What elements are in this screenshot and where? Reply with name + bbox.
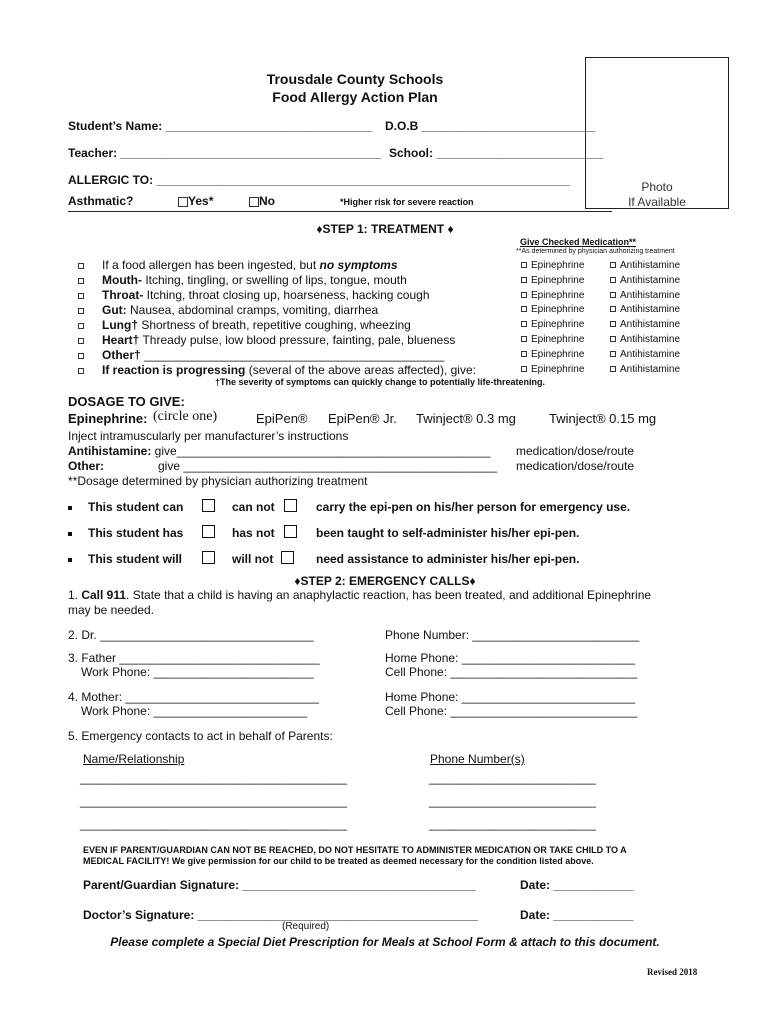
allergic-to-field[interactable]: ALLERGIC TO: ______________________________________________________________ bbox=[68, 173, 571, 187]
epinephrine-label: Epinephrine bbox=[531, 334, 585, 345]
antihistamine-checkbox[interactable] bbox=[610, 351, 616, 357]
name-relationship-header: Name/Relationship bbox=[83, 752, 185, 766]
epinephrine-checkbox[interactable] bbox=[521, 336, 527, 342]
no-label: No bbox=[259, 194, 275, 208]
checkbox-icon bbox=[202, 525, 215, 538]
antihistamine-option[interactable] bbox=[610, 304, 680, 315]
symptom-checkbox[interactable] bbox=[78, 278, 84, 284]
contact-name-field[interactable]: ________________________________________ bbox=[80, 771, 347, 785]
mother-home-phone-field[interactable]: Home Phone: __________________________ bbox=[385, 690, 636, 704]
call-911-text: . State that a child is having an anaphylactic reaction, has been treated, and additional Epinephrine bbox=[126, 588, 652, 602]
has-not-checkbox[interactable] bbox=[284, 524, 297, 542]
epinephrine-option[interactable] bbox=[521, 275, 584, 286]
epinephrine-option[interactable] bbox=[521, 364, 584, 375]
statement-will-not: will not bbox=[232, 552, 274, 566]
symptom-row[interactable] bbox=[78, 273, 407, 287]
inject-instructions: Inject intramuscularly per manufacturer’s instructions bbox=[68, 429, 349, 443]
doctor-phone-field[interactable]: Phone Number: _________________________ bbox=[385, 628, 640, 642]
call-911-continued: may be needed. bbox=[68, 603, 155, 617]
asthmatic-label: Asthmatic? bbox=[68, 194, 134, 208]
antihistamine-dose-field[interactable] bbox=[68, 444, 490, 458]
emergency-contacts-label: 5. Emergency contacts to act in behalf of Parents: bbox=[68, 729, 333, 743]
header-divider bbox=[68, 211, 612, 212]
antihistamine-option[interactable] bbox=[610, 260, 680, 271]
statement-row bbox=[68, 526, 183, 540]
symptom-checkbox[interactable] bbox=[78, 263, 84, 269]
contact-name-field[interactable]: ________________________________________ bbox=[80, 817, 347, 831]
symptom-text: _____________________________________________ bbox=[140, 348, 445, 362]
bullet-icon bbox=[68, 506, 72, 510]
antihistamine-checkbox[interactable] bbox=[610, 306, 616, 312]
epinephrine-label: Epinephrine bbox=[531, 319, 585, 330]
father-field[interactable]: 3. Father ______________________________ bbox=[68, 651, 320, 665]
asthmatic-no-option[interactable] bbox=[249, 194, 275, 208]
parent-signature-field[interactable]: Parent/Guardian Signature: ___________________________________ bbox=[83, 878, 476, 892]
epinephrine-label: Epinephrine bbox=[531, 364, 585, 375]
epipen-jr-option[interactable]: EpiPen® Jr. bbox=[328, 411, 397, 426]
statement-row bbox=[68, 552, 182, 566]
symptom-area: Mouth- bbox=[102, 273, 142, 287]
twinject-015-option[interactable]: Twinject® 0.15 mg bbox=[549, 411, 657, 426]
symptom-checkbox[interactable] bbox=[78, 323, 84, 329]
checkbox-icon bbox=[284, 499, 297, 512]
symptom-text: Shortness of breath, repetitive coughing, wheezing bbox=[138, 318, 411, 332]
call-911-instruction bbox=[68, 588, 651, 602]
severity-note: †The severity of symptoms can quickly change to potentially life-threatening. bbox=[214, 377, 546, 387]
mother-cell-phone-field[interactable]: Cell Phone: ____________________________ bbox=[385, 704, 638, 718]
photo-available-label: If Available bbox=[628, 195, 686, 209]
will-checkbox[interactable] bbox=[202, 550, 215, 568]
father-home-phone-field[interactable]: Home Phone: __________________________ bbox=[385, 651, 636, 665]
antihistamine-dose-line: give_______________________________________________ bbox=[151, 444, 491, 458]
other-route-label: medication/dose/route bbox=[516, 459, 635, 473]
symptom-checkbox[interactable] bbox=[78, 353, 84, 359]
other-dose-line[interactable]: give _______________________________________________ bbox=[158, 459, 498, 473]
symptom-row[interactable] bbox=[78, 258, 398, 272]
statement-will: This student will bbox=[88, 552, 183, 566]
checkbox-icon bbox=[284, 525, 297, 538]
bullet-icon bbox=[68, 558, 72, 562]
antihistamine-label: Antihistamine bbox=[620, 260, 681, 271]
epinephrine-checkbox[interactable] bbox=[521, 277, 527, 283]
epinephrine-checkbox[interactable] bbox=[521, 306, 527, 312]
symptom-area: Lung† bbox=[102, 318, 138, 332]
dosage-note: **Dosage determined by physician authorizing treatment bbox=[68, 474, 368, 488]
symptom-row[interactable] bbox=[78, 333, 455, 347]
epinephrine-checkbox[interactable] bbox=[521, 292, 527, 298]
physician-note: **As determined by physician authorizing treatment bbox=[516, 248, 675, 255]
parent-date-field[interactable]: Date: ____________ bbox=[520, 878, 634, 892]
call-911-label: Call 911 bbox=[81, 588, 127, 602]
special-diet-note: Please complete a Special Diet Prescription for Meals at School Form & attach to this document. bbox=[110, 935, 660, 949]
symptom-area: Other† bbox=[102, 348, 141, 362]
epinephrine-option[interactable] bbox=[521, 334, 584, 345]
epipen-option[interactable]: EpiPen® bbox=[256, 411, 308, 426]
contact-phone-field[interactable]: _________________________ bbox=[429, 817, 596, 831]
symptom-emphasis: no symptoms bbox=[319, 258, 398, 272]
epinephrine-label: Epinephrine bbox=[531, 349, 585, 360]
symptom-checkbox[interactable] bbox=[78, 338, 84, 344]
other-dose-field[interactable] bbox=[68, 459, 104, 473]
photo-label: Photo bbox=[641, 180, 673, 194]
epinephrine-label: Epinephrine bbox=[531, 290, 585, 301]
will-not-checkbox[interactable] bbox=[281, 550, 294, 568]
symptom-row[interactable] bbox=[78, 348, 444, 362]
contact-phone-field[interactable]: _________________________ bbox=[429, 794, 596, 808]
can-not-checkbox[interactable] bbox=[284, 498, 297, 516]
antihistamine-option[interactable] bbox=[610, 275, 680, 286]
antihistamine-option[interactable] bbox=[610, 319, 680, 330]
symptom-row[interactable] bbox=[78, 303, 378, 317]
doctor-signature-field[interactable]: Doctor’s Signature: __________________________________________ bbox=[83, 908, 478, 922]
doctor-date-field[interactable]: Date: ____________ bbox=[520, 908, 634, 922]
can-checkbox[interactable] bbox=[202, 498, 215, 516]
antihistamine-checkbox[interactable] bbox=[610, 292, 616, 298]
higher-risk-note: *Higher risk for severe reaction bbox=[340, 197, 474, 207]
dob-field[interactable]: D.O.B __________________________ bbox=[385, 119, 596, 133]
checkbox-icon bbox=[202, 499, 215, 512]
statement-has-not: has not bbox=[232, 526, 275, 540]
symptom-checkbox[interactable] bbox=[78, 368, 84, 374]
antihistamine-label: Antihistamine bbox=[620, 334, 681, 345]
symptom-text: Nausea, abdominal cramps, vomiting, diarrhea bbox=[126, 303, 379, 317]
antihistamine-checkbox[interactable] bbox=[610, 262, 616, 268]
dosage-heading: DOSAGE TO GIVE: bbox=[68, 394, 185, 409]
antihistamine-label: Antihistamine bbox=[620, 275, 681, 286]
epinephrine-option[interactable] bbox=[521, 349, 584, 360]
revised-date: Revised 2018 bbox=[647, 967, 698, 977]
symptom-text: Thready pulse, low blood pressure, fainting, pale, blueness bbox=[139, 333, 456, 347]
antihistamine-option[interactable] bbox=[610, 334, 680, 345]
photo-box[interactable] bbox=[585, 57, 729, 209]
yes-checkbox[interactable] bbox=[178, 197, 188, 207]
symptom-text: Itching, throat closing up, hoarseness, hacking cough bbox=[143, 288, 430, 302]
asthmatic-yes-option[interactable] bbox=[178, 194, 213, 208]
call-number: 1. bbox=[68, 588, 82, 602]
give-checked-medication: Give Checked Medication** bbox=[520, 237, 637, 247]
epinephrine-dosage-label: Epinephrine: bbox=[68, 411, 148, 426]
epinephrine-label: Epinephrine bbox=[531, 260, 585, 271]
epinephrine-option[interactable] bbox=[521, 319, 584, 330]
student-name-field[interactable]: Student’s Name: _______________________________ bbox=[68, 119, 373, 133]
statement-can-not: can not bbox=[232, 500, 275, 514]
epinephrine-option[interactable] bbox=[521, 260, 584, 271]
antihistamine-option[interactable] bbox=[610, 349, 680, 360]
required-note: (Required) bbox=[282, 921, 330, 932]
antihistamine-checkbox[interactable] bbox=[610, 336, 616, 342]
has-checkbox[interactable] bbox=[202, 524, 215, 542]
antihistamine-label: Antihistamine bbox=[620, 364, 681, 375]
yes-label: Yes* bbox=[188, 194, 214, 208]
statement-assistance: need assistance to administer his/her epi-pen. bbox=[316, 552, 580, 566]
father-cell-phone-field[interactable]: Cell Phone: ____________________________ bbox=[385, 665, 638, 679]
statement-can: This student can bbox=[88, 500, 184, 514]
step1-heading: ♦STEP 1: TREATMENT ♦ bbox=[316, 222, 454, 236]
antihistamine-label: Antihistamine bbox=[620, 349, 681, 360]
no-checkbox[interactable] bbox=[249, 197, 259, 207]
antihistamine-route-label: medication/dose/route bbox=[516, 444, 635, 458]
teacher-field[interactable]: Teacher: _______________________________________ bbox=[68, 146, 381, 160]
symptom-area: Gut: bbox=[102, 303, 127, 317]
checkbox-icon bbox=[202, 551, 215, 564]
statement-carry: carry the epi-pen on his/her person for emergency use. bbox=[316, 500, 631, 514]
statement-taught: been taught to self-administer his/her epi-pen. bbox=[316, 526, 580, 540]
antihistamine-checkbox[interactable] bbox=[610, 277, 616, 283]
doctor-field[interactable]: 2. Dr. ________________________________ bbox=[68, 628, 314, 642]
epinephrine-label: Epinephrine bbox=[531, 304, 585, 315]
father-work-phone-field[interactable]: Work Phone: ________________________ bbox=[81, 665, 314, 679]
symptom-text: Itching, tingling, or swelling of lips, tongue, mouth bbox=[141, 273, 407, 287]
other-dose-label: Other: bbox=[68, 459, 104, 473]
statement-row bbox=[68, 500, 183, 514]
epinephrine-label: Epinephrine bbox=[531, 275, 585, 286]
antihistamine-dose-label: Antihistamine: bbox=[68, 444, 152, 458]
epinephrine-checkbox[interactable] bbox=[521, 262, 527, 268]
symptom-area: If reaction is progressing bbox=[102, 363, 246, 377]
contact-name-field[interactable]: ________________________________________ bbox=[80, 794, 347, 808]
epinephrine-checkbox[interactable] bbox=[521, 321, 527, 327]
symptom-text: (several of the above areas affected), give: bbox=[245, 363, 476, 377]
symptom-row[interactable] bbox=[78, 318, 411, 332]
statement-has: This student has bbox=[88, 526, 184, 540]
antihistamine-option[interactable] bbox=[610, 290, 680, 301]
symptom-area: Heart† bbox=[102, 333, 140, 347]
step2-heading: ♦STEP 2: EMERGENCY CALLS♦ bbox=[294, 574, 476, 588]
contact-phone-field[interactable]: _________________________ bbox=[429, 771, 596, 785]
antihistamine-checkbox[interactable] bbox=[610, 366, 616, 372]
antihistamine-label: Antihistamine bbox=[620, 319, 681, 330]
symptom-checkbox[interactable] bbox=[78, 308, 84, 314]
epinephrine-checkbox[interactable] bbox=[521, 366, 527, 372]
mother-work-phone-field[interactable]: Work Phone: _______________________ bbox=[81, 704, 307, 718]
warning-text: EVEN IF PARENT/GUARDIAN CAN NOT BE REACHED, DO NOT HESITATE TO ADMINISTER MEDICATION OR TAKE CHILD TO A bbox=[83, 845, 627, 855]
mother-field[interactable]: 4. Mother: _____________________________ bbox=[68, 690, 319, 704]
symptom-row[interactable] bbox=[78, 363, 476, 377]
epinephrine-option[interactable] bbox=[521, 290, 584, 301]
circle-one-note: (circle one) bbox=[153, 409, 218, 424]
symptom-checkbox[interactable] bbox=[78, 293, 84, 299]
symptom-area: Throat- bbox=[102, 288, 144, 302]
checkbox-icon bbox=[281, 551, 294, 564]
antihistamine-option[interactable] bbox=[610, 364, 680, 375]
bullet-icon bbox=[68, 532, 72, 536]
warning-text-continued: MEDICAL FACILITY! We give permission for our child to be treated as deemed necessary for the condition listed above. bbox=[83, 856, 594, 866]
epinephrine-checkbox[interactable] bbox=[521, 351, 527, 357]
school-field[interactable]: School: _________________________ bbox=[389, 146, 604, 160]
symptom-text: If a food allergen has been ingested, but bbox=[102, 258, 320, 272]
school-title: Trousdale County Schools bbox=[266, 71, 444, 87]
antihistamine-label: Antihistamine bbox=[620, 304, 681, 315]
epinephrine-option[interactable] bbox=[521, 304, 584, 315]
twinject-03-option[interactable]: Twinject® 0.3 mg bbox=[416, 411, 516, 426]
antihistamine-checkbox[interactable] bbox=[610, 321, 616, 327]
phone-numbers-header: Phone Number(s) bbox=[430, 752, 525, 766]
antihistamine-label: Antihistamine bbox=[620, 290, 681, 301]
symptom-row[interactable] bbox=[78, 288, 430, 302]
form-title: Food Allergy Action Plan bbox=[272, 89, 438, 105]
